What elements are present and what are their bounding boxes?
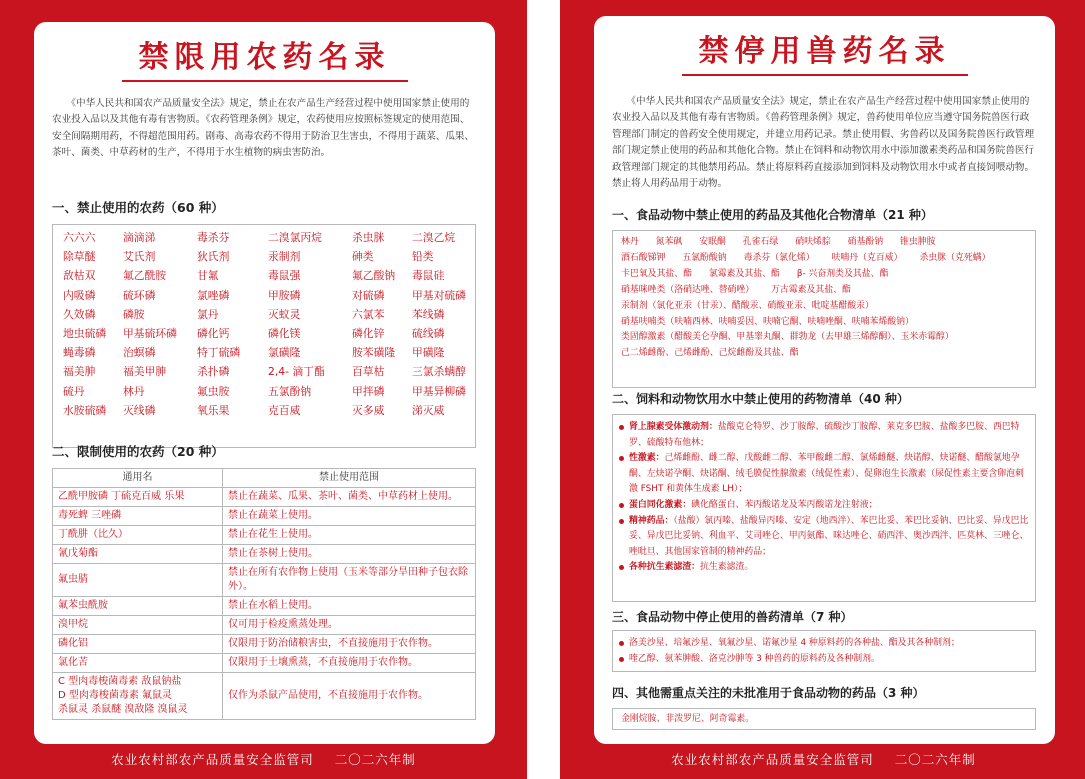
restricted-scope-cell: 仅作为杀鼠产品使用，不直接施用于农作物。 — [223, 673, 476, 720]
right-footer: 农业农村部农产品质量安全监管司 二〇二六年制 — [671, 752, 976, 767]
table-row — [53, 673, 476, 720]
right-title: 禁停用兽药名录 — [698, 34, 951, 69]
banned-pesticide-item: 氯丹 — [197, 307, 219, 321]
vet-section2-heading: 二、饲料和动物饮用水中禁止使用的药物清单（40 种） — [612, 392, 909, 406]
list-item — [619, 420, 1029, 451]
banned-pesticide-item: 六氯苯 — [352, 307, 385, 321]
list-item — [619, 451, 1029, 498]
banned-pesticide-item: 甲基对硫磷 — [412, 288, 466, 302]
vet-section1-list — [613, 231, 1035, 366]
restricted-scope-cell: 禁止在蔬菜、瓜果、茶叶、菌类、中草药材上使用。 — [223, 488, 476, 507]
item-category-label: 蛋白同化激素： — [629, 499, 692, 510]
restricted-scope-cell: 仅限用于防治储粮害虫，不直接施用于农作物。 — [223, 635, 476, 654]
vet-section1-heading: 一、食品动物中禁止使用的药品及其他化合物清单（21 种） — [612, 208, 933, 222]
vet-section4-box — [612, 708, 1036, 730]
banned-pesticide-item: 甲拌磷 — [352, 384, 385, 398]
banned-pesticide-item: 氯唑磷 — [197, 288, 230, 302]
banned-pesticide-item: 久效磷 — [63, 307, 96, 321]
restricted-name-cell: 乙酰甲胺磷 丁硫克百威 乐果 — [53, 488, 223, 507]
banned-pesticide-item: 对硫磷 — [352, 288, 385, 302]
banned-pesticide-item: 氧乐果 — [197, 403, 230, 417]
restricted-name-cell: 氯化苦 — [53, 654, 223, 673]
restricted-scope-cell: 禁止在茶树上使用。 — [223, 545, 476, 564]
bullet-icon — [619, 657, 624, 662]
banned-pesticide-item: 胺苯磺隆 — [352, 346, 396, 360]
table-row — [53, 597, 476, 616]
restricted-scope-cell: 禁止在花生上使用。 — [223, 526, 476, 545]
banned-pesticide-item: 二溴乙烷 — [412, 231, 456, 244]
left-footer: 农业农村部农产品质量安全监管司 二〇二六年制 — [111, 752, 416, 767]
banned-pesticide-item: 林丹 — [123, 384, 145, 398]
banned-pesticide-item: 磷胺 — [123, 307, 145, 321]
banned-pesticide-item: 氯磺隆 — [268, 346, 301, 360]
table-row — [53, 654, 476, 673]
right-intro: 《中华人民共和国农产品质量安全法》规定，禁止在农产品生产经营过程中使用国家禁止使用的农业投入品以及其他有毒有害物质。《兽药管理条例》规定，兽药使用单位应当遵守国务院兽医行政管理部门制定的兽药安全使用规定，并建立用药记录。禁止使用假、劣兽药以及国务院兽医行政管理部门规定禁止使用的药品和其他化合物。禁止在饲料和动物饮用水中添加激素类药品和国务院兽医行政管理部门规定的其他禁用药品。禁止将原料药直接添加到饲料及动物饮用水中或者直接饲喂动物。禁止将人用药品用于动物。 — [612, 96, 1035, 190]
banned-pesticide-item: 甲基异柳磷 — [412, 384, 466, 398]
table-row — [53, 507, 476, 526]
restricted-scope-cell: 禁止在蔬菜上使用。 — [223, 507, 476, 526]
item-text: （盐酸）氯丙嗪、盐酸异丙嗪、安定（地西泮）、苯巴比妥、苯巴比妥钠、巴比妥、异戊巴比妥、异戊巴比妥钠、利血平、艾司唑仑、甲丙氨酯、咪达唑仑、硝西泮、奥沙西泮、匹莫林、三唑仑、唑吡旦、其他国家管制的精神药品； — [629, 515, 1029, 557]
restricted-name-cell: 氰戊菊酯 — [53, 545, 223, 564]
table-header-name: 通用名 — [53, 469, 223, 488]
right-poster — [560, 0, 1085, 779]
banned-pesticide-item: 苯线磷 — [412, 307, 445, 321]
right-card — [594, 16, 1055, 744]
vet-banned-line: 酒石酸锑钾 五氯酚酸钠 毒杀芬（氯化烯） 呋喃丹（克百威） 杀虫脒（克死螨） — [621, 252, 991, 263]
vet-section1-box — [612, 230, 1036, 388]
banned-pesticide-item: 蝇毒磷 — [63, 346, 96, 360]
list-item — [619, 514, 1029, 561]
restricted-pesticides-heading: 二、限制使用的农药（20 种） — [52, 444, 224, 459]
banned-pesticides-grid — [53, 225, 475, 420]
item-category-label: 精神药品： — [629, 515, 674, 526]
banned-pesticide-item: 灭线磷 — [123, 403, 156, 417]
item-category-label: 肾上腺素受体激动剂： — [629, 422, 718, 432]
banned-pesticide-item: 磷化镁 — [268, 327, 301, 341]
banned-pesticide-item: 硫环磷 — [123, 288, 156, 302]
banned-pesticide-item: 毒鼠硅 — [412, 269, 445, 283]
banned-pesticide-item: 地虫硫磷 — [63, 327, 107, 341]
bullet-icon — [619, 519, 624, 524]
restricted-name-cell: C 型肉毒梭菌毒素 敌鼠钠盐 D 型肉毒梭菌毒素 氟鼠灵 杀鼠灵 杀鼠醚 溴敌隆 溴鼠灵 — [53, 673, 223, 720]
vet-banned-line: 汞制剂（氯化亚汞（甘汞）、醋酸汞、硝酸亚汞、吡啶基醋酸汞） — [621, 300, 874, 311]
table-row — [53, 635, 476, 654]
vet-section3-heading: 三、食品动物中停止使用的兽药清单（7 种） — [612, 610, 853, 624]
banned-pesticides-box — [52, 224, 476, 448]
vet-section2-box — [612, 414, 1036, 602]
bullet-icon — [619, 565, 624, 570]
banned-pesticide-item: 福美甲胂 — [123, 365, 167, 379]
vet-banned-line: 类固醇激素（醋酸美仑孕酮、甲基睾丸酮、群勃龙（去甲雄三烯醇酮）、玉米赤霉醇） — [621, 332, 954, 343]
banned-pesticide-item: 氟乙酰胺 — [123, 269, 167, 283]
banned-pesticide-item: 狄氏剂 — [197, 250, 230, 264]
banned-pesticide-item: 二溴氯丙烷 — [268, 231, 322, 244]
restricted-scope-cell: 禁止在所有农作物上使用（玉米等部分旱田种子包衣除外）。 — [223, 564, 476, 597]
banned-pesticide-item: 甲磺隆 — [412, 346, 445, 360]
banned-pesticide-item: 五氯酚钠 — [268, 384, 312, 398]
table-row — [53, 526, 476, 545]
left-intro: 《中华人民共和国农产品质量安全法》规定，禁止在农产品生产经营过程中使用国家禁止使用的农业投入品以及其他有毒有害物质。《农药管理条例》规定，农药使用应按照标签规定的使用范围、安全间隔期用药，不得超范围用药。剧毒、高毒农药不得用于防治卫生害虫，不得用于蔬菜、瓜果、茶叶、菌类、中草药材的生产，不得用于水生植物的病虫害防治。 — [52, 98, 475, 159]
restricted-pesticides-table-wrap — [52, 468, 476, 720]
table-row — [53, 488, 476, 507]
banned-pesticide-item: 氟乙酸钠 — [352, 269, 396, 283]
banned-pesticide-item: 磷化锌 — [352, 327, 385, 341]
banned-pesticide-item: 磷化钙 — [197, 327, 230, 341]
banned-pesticide-item: 铅类 — [412, 250, 434, 264]
banned-pesticide-item: 除草醚 — [63, 250, 96, 264]
item-text: 己烯雌酚、雌二醇、戊酸雌二醇、苯甲酸雌二醇、氯烯雌醚、炔诺醇、炔诺醚、醋酸氯地孕酮、左炔诺孕酮、炔诺酮、绒毛膜促性腺激素（绒促性素）、促卵泡生长激素（尿促性素主要含卵泡刺激 FSHT 和黄体生成素 LH）； — [629, 453, 1024, 495]
banned-pesticide-item: 特丁硫磷 — [197, 346, 241, 360]
restricted-name-cell: 毒死蜱 三唑磷 — [53, 507, 223, 526]
item-category-label: 性激素： — [629, 453, 665, 464]
vet-section3-box — [612, 630, 1036, 672]
table-header-scope: 禁止使用范围 — [223, 469, 476, 488]
banned-pesticide-item: 毒杀芬 — [197, 231, 230, 244]
banned-pesticide-item: 氟虫胺 — [197, 384, 230, 398]
vet-section3-list — [613, 631, 1035, 672]
banned-pesticide-item: 杀扑磷 — [197, 365, 230, 379]
item-text: 抗生素滤渣。 — [700, 562, 754, 573]
vet-section4-text: 金刚烷胺、非泼罗尼、阿奇霉素。 — [621, 714, 755, 724]
table-row — [53, 616, 476, 635]
restricted-scope-cell: 仅可用于检疫熏蒸处理。 — [223, 616, 476, 635]
banned-pesticide-item: 六六六 — [63, 231, 96, 244]
vet-banned-line: 己二烯雌酚、己烯雌酚、己烷雌酚及其盐、酯 — [621, 348, 799, 359]
right-title-underline — [682, 74, 968, 76]
restricted-pesticides-table — [52, 468, 476, 720]
banned-pesticide-item: 克百威 — [268, 403, 301, 417]
vet-banned-line: 林丹 氮苯砜 安眠酮 孔雀石绿 硝呋烯腙 硝基酚钠 锥虫胂胺 — [621, 237, 936, 247]
item-text: 碘化酪蛋白、苯丙酸诺龙及苯丙酸诺龙注射液； — [691, 499, 878, 510]
banned-pesticide-item: 2,4- 滴丁酯 — [268, 365, 325, 379]
vet-banned-line: 硝基呋喃类（呋喃西林、呋喃妥因、呋喃它酮、呋喃唑酮、呋喃苯烯酸钠） — [621, 316, 914, 327]
banned-pesticide-item: 内吸磷 — [63, 288, 96, 302]
banned-pesticide-item: 福美胂 — [63, 365, 96, 379]
item-text: 盐酸克仑特罗、沙丁胺醇、硫酸沙丁胺醇、莱克多巴胺、盐酸多巴胺、西巴特罗、硫酸特布他林； — [629, 422, 1020, 448]
restricted-scope-cell: 禁止在水稻上使用。 — [223, 597, 476, 616]
banned-pesticide-item: 灭多威 — [352, 403, 385, 417]
banned-pesticide-item: 硫线磷 — [412, 327, 445, 341]
banned-pesticide-item: 百草枯 — [352, 365, 385, 379]
item-text: 喹乙醇、氨苯胂酸、洛克沙胂等 3 种兽药的原料药及各种制剂。 — [629, 653, 880, 664]
banned-pesticides-heading: 一、禁止使用的农药（60 种） — [52, 200, 224, 215]
list-item — [619, 498, 1029, 514]
bullet-icon — [619, 503, 624, 508]
vet-banned-line: 硝基咪唑类（洛硝达唑、替硝唑） 万古霉素及其盐、酯 — [621, 284, 851, 295]
banned-pesticide-item: 砷类 — [352, 250, 374, 264]
left-poster — [0, 0, 527, 779]
restricted-name-cell: 溴甲烷 — [53, 616, 223, 635]
item-text: 洛美沙星、培氟沙星、氧氟沙星、诺氟沙星 4 种原料药的各种盐、酯及其各种制剂； — [629, 638, 960, 648]
banned-pesticide-item: 汞制剂 — [268, 250, 301, 264]
banned-pesticide-item: 艾氏剂 — [123, 250, 156, 264]
banned-pesticide-item: 涕灭威 — [412, 403, 445, 417]
list-item — [619, 652, 1029, 668]
banned-pesticide-item: 敌枯双 — [63, 269, 96, 283]
bullet-icon — [619, 425, 624, 430]
banned-pesticide-item: 甲胺磷 — [268, 288, 301, 302]
vet-banned-line: 卡巴氧及其盐、酯 氯霉素及其盐、酯 β- 兴奋剂类及其盐、酯 — [621, 268, 889, 279]
restricted-name-cell: 氟虫腈 — [53, 564, 223, 597]
bullet-icon — [619, 456, 624, 461]
restricted-name-cell: 丁酰肼（比久） — [53, 526, 223, 545]
left-title: 禁限用农药名录 — [138, 40, 391, 75]
vet-section2-list — [613, 415, 1035, 581]
banned-pesticide-item: 杀虫脒 — [352, 231, 385, 244]
vet-section4-heading: 四、其他需重点关注的未批准用于食品动物的药品（3 种） — [612, 686, 925, 700]
banned-pesticide-item: 甲基硫环磷 — [123, 327, 177, 341]
banned-pesticide-item: 毒鼠强 — [268, 269, 301, 283]
banned-pesticide-item: 滴滴涕 — [123, 231, 156, 244]
banned-pesticide-item: 甘氟 — [197, 269, 219, 283]
item-category-label: 各种抗生素滤渣： — [629, 562, 700, 573]
banned-pesticide-item: 灭蚁灵 — [268, 307, 301, 321]
banned-pesticide-item: 水胺硫磷 — [63, 403, 107, 417]
restricted-name-cell: 磷化铝 — [53, 635, 223, 654]
restricted-name-cell: 氟苯虫酰胺 — [53, 597, 223, 616]
list-item — [619, 560, 1029, 576]
left-title-underline — [122, 80, 408, 82]
banned-pesticide-item: 三氯杀螨醇 — [412, 365, 466, 379]
table-row — [53, 545, 476, 564]
banned-pesticide-item: 硫丹 — [63, 384, 85, 398]
bullet-icon — [619, 641, 624, 646]
banned-pesticide-item: 治螟磷 — [123, 346, 156, 360]
restricted-scope-cell: 仅限用于土壤熏蒸，不直接施用于农作物。 — [223, 654, 476, 673]
table-row — [53, 564, 476, 597]
list-item — [619, 636, 1029, 652]
left-card — [34, 22, 495, 744]
